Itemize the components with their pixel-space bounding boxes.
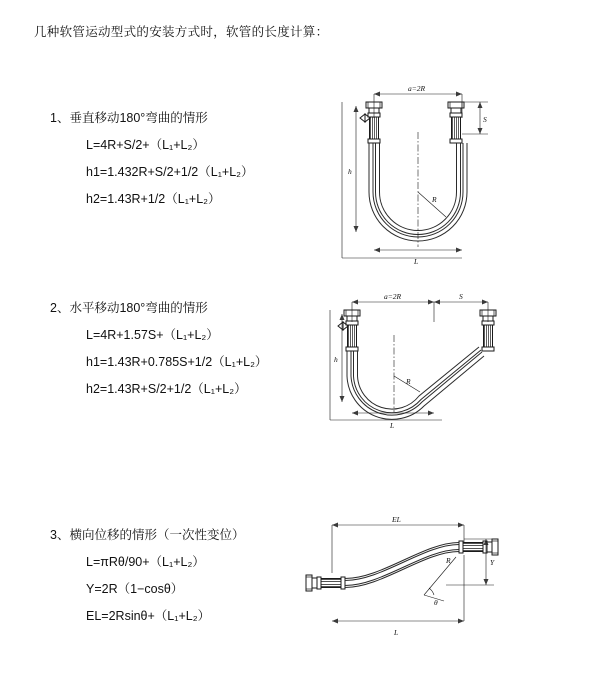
figure3-top-dim-label: EL <box>392 515 401 524</box>
section-title-1: 1、垂直移动180°弯曲的情形 <box>50 111 208 125</box>
formula-2-1: L=4R+1.57S+（L₁+L₂） <box>86 328 219 342</box>
figure2-top-dim2-label: S <box>459 292 463 301</box>
figure-lateral-offset-svg <box>296 503 511 653</box>
formula-3-3: EL=2Rsinθ+（L₁+L₂） <box>86 609 211 623</box>
formula-1-1: L=4R+S/2+（L₁+L₂） <box>86 138 205 152</box>
section-title-2: 2、水平移动180°弯曲的情形 <box>50 301 208 315</box>
figure3-bottom-label: L <box>394 628 399 637</box>
formula-block-3 <box>50 525 310 633</box>
figure-horizontal-180 <box>312 280 512 460</box>
formula-block-1 <box>50 108 310 216</box>
figure1-top-dim-label: a=2R <box>408 84 426 93</box>
figure1-bottom-label: L <box>414 257 419 266</box>
figure1-radius-label: R <box>432 195 437 204</box>
figure3-right-dim-label: Y <box>490 558 495 567</box>
figure-horizontal-180-svg <box>312 280 512 460</box>
formula-block-2 <box>50 298 310 406</box>
page-title: 几种软管运动型式的安装方式时，软管的长度计算： <box>34 25 329 39</box>
figure2-radius-label: R <box>406 377 411 386</box>
formula-3-1: L=πRθ/90+（L₁+L₂） <box>86 555 205 569</box>
figure-vertical-180-svg <box>312 72 512 292</box>
section-title-3: 3、横向位移的情形（一次性变位） <box>50 528 245 542</box>
figure-vertical-180 <box>312 72 512 292</box>
formula-1-2: h1=1.432R+S/2+1/2（L₁+L₂） <box>86 165 254 179</box>
formula-2-3: h2=1.43R+S/2+1/2（L₁+L₂） <box>86 382 247 396</box>
figure2-height-label: h <box>334 355 338 364</box>
figure-lateral-offset <box>296 503 511 653</box>
formula-2-2: h1=1.43R+0.785S+1/2（L₁+L₂） <box>86 355 268 369</box>
figure3-radius-label: R <box>446 556 451 565</box>
figure1-right-dim-label: S <box>483 115 487 124</box>
formula-3-2: Y=2R（1−cosθ） <box>86 582 184 596</box>
formula-1-3: h2=1.43R+1/2（L₁+L₂） <box>86 192 221 206</box>
figure2-top-dim-label: a=2R <box>384 292 402 301</box>
figure1-height-label: h <box>348 167 352 176</box>
figure2-bottom-label: L <box>390 421 395 430</box>
figure3-angle-label: θ <box>434 598 438 607</box>
